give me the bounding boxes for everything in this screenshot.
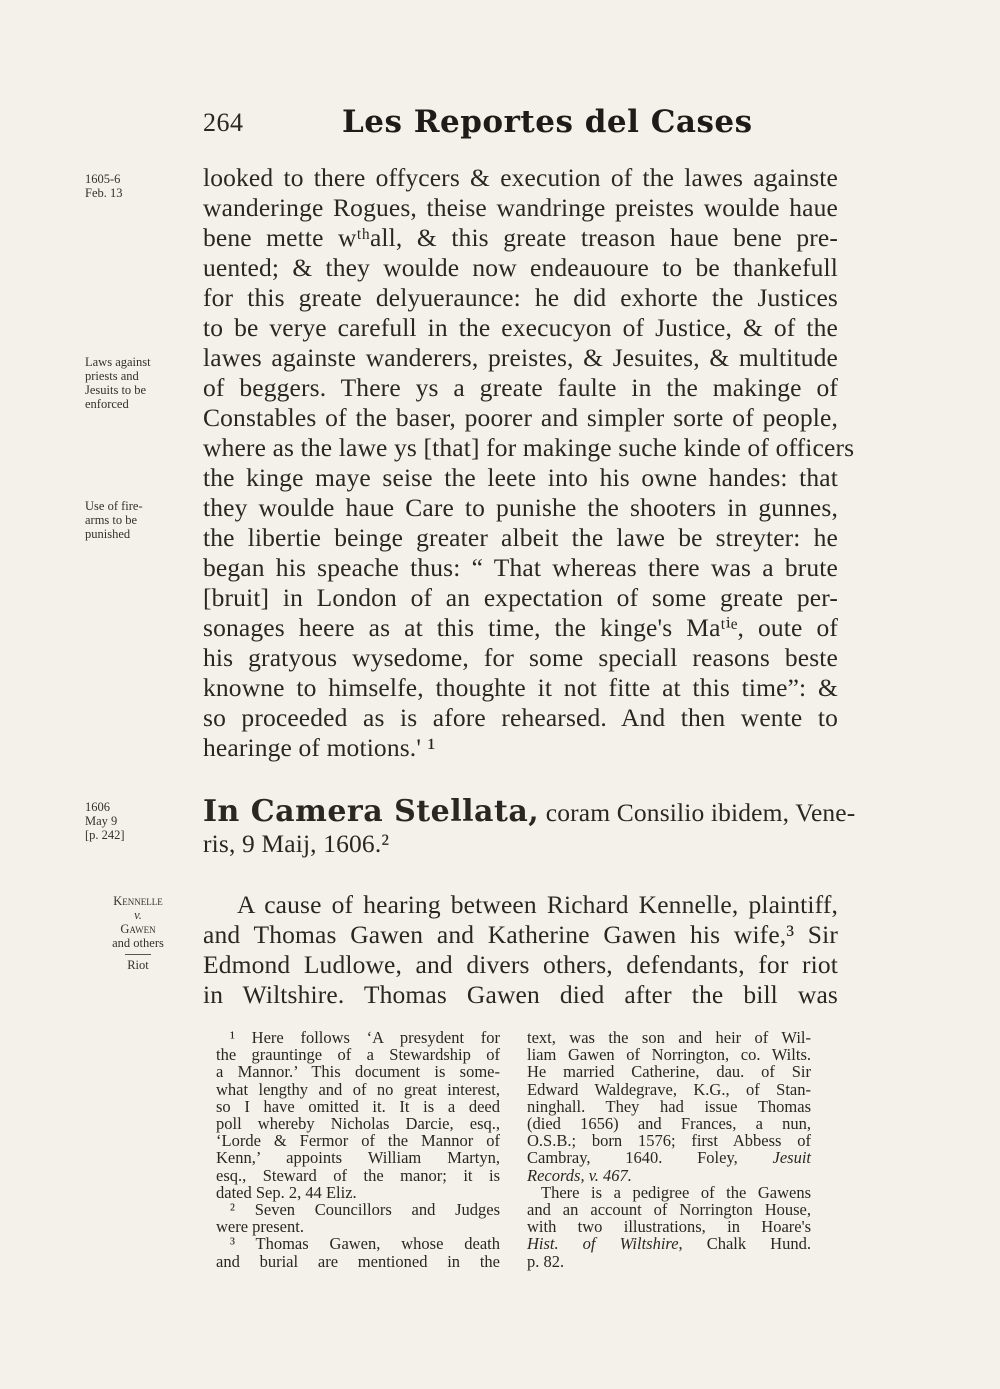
text-line: Edmond Ludlowe, and divers others, defendants, for riot: [203, 950, 838, 979]
text-line: wanderinge Rogues, theise wandringe preistes woulde haue: [203, 193, 838, 222]
margin-note-line: Jesuits to be: [85, 383, 147, 397]
footnote-line: and burial are mentioned in the: [216, 1251, 500, 1271]
text-line: his gratyous wysedome, for some speciall reasons beste: [203, 643, 838, 672]
footnote-line: Kenn,’ appoints William Martyn,: [216, 1148, 500, 1168]
margin-date-line: Feb. 13: [85, 186, 123, 200]
footnote-line: He married Catherine, dau. of Sir: [527, 1062, 811, 1082]
text-line: looked to there offycers & execution of the lawes againste: [203, 163, 838, 192]
footnote-line: Records, v. 467.: [527, 1165, 632, 1185]
footnote-line: [527, 1149, 811, 1166]
margin-laws-note: [85, 355, 195, 411]
footnote-line: with two illustrations, in Hoare's: [527, 1217, 811, 1237]
running-title: Les Reportes del Cases: [342, 104, 753, 140]
margin-note-line: arms to be: [85, 513, 138, 527]
text-line: A cause of hearing between Richard Kennelle, plaintiff,: [237, 890, 838, 919]
text-line: bene mette wᵗʰall, & this greate treason haue bene pre-: [203, 223, 838, 252]
heading-rest: coram Consilio ibidem, Vene-: [539, 798, 856, 827]
text-line: hearinge of motions.' ¹: [203, 733, 436, 762]
star-chamber-heading: In Camera Stellata,: [203, 794, 540, 829]
text-line: for this greate delyueraunce: he did exhorte the Justices: [203, 283, 838, 312]
footnote-line: (died 1656) and Frances, a nun,: [527, 1114, 811, 1134]
margin-note-line: enforced: [85, 397, 129, 411]
text-line: lawes againste wanderers, preistes, & Jesuites, & multitude: [203, 343, 838, 372]
margin-date-line: May 9: [85, 814, 118, 828]
margin-page-ref: [p. 242]: [85, 828, 125, 842]
text-line: and Thomas Gawen and Katherine Gawen his wife,³ Sir: [203, 920, 838, 949]
text-line: Constables of the baser, poorer and simpler sorte of people,: [203, 403, 838, 432]
margin-case-name: [83, 894, 193, 972]
footnote-italic: Hist. of Wiltshire: [527, 1234, 679, 1254]
text-line: in Wiltshire. Thomas Gawen died after the bill was: [203, 980, 838, 1009]
page-number: 264: [203, 108, 244, 137]
case-others: and others: [112, 936, 164, 950]
margin-note-line: Use of fire-: [85, 499, 143, 513]
footnote-line: ³ Thomas Gawen, whose death: [230, 1234, 500, 1254]
footnote-line: and an account of Norrington House,: [527, 1200, 811, 1220]
margin-firearms-note: [85, 499, 195, 541]
text-line: [bruit] in London of an expectation of some greate per-: [203, 583, 838, 612]
footnote-text: , Chalk Hund.: [678, 1234, 811, 1254]
footnote-line: were present.: [216, 1217, 304, 1237]
footnote-line: ‘Lorde & Fermor of the Mannor of: [216, 1131, 500, 1151]
text-line: the kinge maye seise the leete into his owne handes: that: [203, 463, 838, 492]
footnote-italic: Jesuit: [772, 1148, 811, 1168]
text-line: uented; & they woulde now endeauoure to be thankefull: [203, 253, 838, 282]
margin-divider: [125, 954, 151, 955]
footnote-line: what lengthy and of no great interest,: [216, 1079, 500, 1099]
footnote-line: There is a pedigree of the Gawens: [541, 1182, 811, 1202]
margin-date-line: 1606: [85, 800, 110, 814]
margin-date-line: 1605-6: [85, 172, 121, 186]
text-line: began his speache thus: “ That whereas there was a brute: [203, 553, 838, 582]
footnote-line: [527, 1235, 811, 1252]
footnotes-right-column: [527, 1029, 811, 1270]
text-line: they woulde haue Care to punishe the shooters in gunnes,: [203, 493, 838, 522]
footnote-line: ninghall. They had issue Thomas: [527, 1096, 811, 1116]
case-plaintiff: Kennelle: [113, 894, 163, 908]
text-line: where as the lawe ys [that] for makinge suche kinde of officers: [203, 433, 855, 462]
footnotes-left-column: [216, 1029, 500, 1270]
footnote-line: dated Sep. 2, 44 Eliz.: [216, 1182, 357, 1202]
margin-note-line: priests and: [85, 369, 139, 383]
footnote-line: ² Seven Councillors and Judges: [230, 1200, 500, 1220]
footnote-line: esq., Steward of the manor; it is: [216, 1165, 500, 1185]
text-line: of beggers. There ys a greate faulte in the makinge of: [203, 373, 838, 402]
text-line: to be verye carefull in the execucyon of Justice, & of the: [203, 313, 838, 342]
footnote-line: a Mannor.’ This document is some-: [216, 1062, 500, 1082]
footnote-line: so I have omitted it. It is a deed: [216, 1096, 500, 1116]
session-heading-line2: ris, 9 Maij, 1606.²: [203, 829, 390, 858]
text-line: the libertie beinge greater albeit the lawe be streyter: he: [203, 523, 838, 552]
session-heading: [203, 794, 856, 829]
case-topic: Riot: [127, 958, 149, 972]
margin-date-note: [85, 172, 195, 200]
footnote-text: Cambray, 1640. Foley,: [527, 1148, 738, 1168]
text-line: sonages heere as at this time, the kinge's Maᵗⁱᵉ, oute of: [203, 613, 838, 642]
case-defendant: Gawen: [120, 922, 156, 936]
margin-note-line: Laws against: [85, 355, 151, 369]
footnote-line: O.S.B.; born 1576; first Abbess of: [527, 1131, 811, 1151]
margin-note-line: punished: [85, 527, 131, 541]
footnote-line: p. 82.: [527, 1251, 565, 1271]
footnote-line: text, was the son and heir of Wil-: [527, 1028, 811, 1047]
footnote-line: liam Gawen of Norrington, co. Wilts.: [527, 1045, 811, 1065]
text-line: so proceeded as is afore rehearsed. And then wente to: [203, 703, 838, 732]
text-line: knowne to himselfe, thoughte it not fitte at this time”: &: [203, 673, 838, 702]
footnote-line: Edward Waldegrave, K.G., of Stan-: [527, 1079, 811, 1099]
footnote-line: ¹ Here follows ‘A presydent for: [230, 1028, 500, 1047]
footnote-line: poll whereby Nicholas Darcie, esq.,: [216, 1114, 500, 1134]
case-versus: v.: [134, 908, 142, 922]
margin-date-note-2: [85, 800, 195, 842]
footnote-line: the grauntinge of a Stewardship of: [216, 1045, 500, 1065]
